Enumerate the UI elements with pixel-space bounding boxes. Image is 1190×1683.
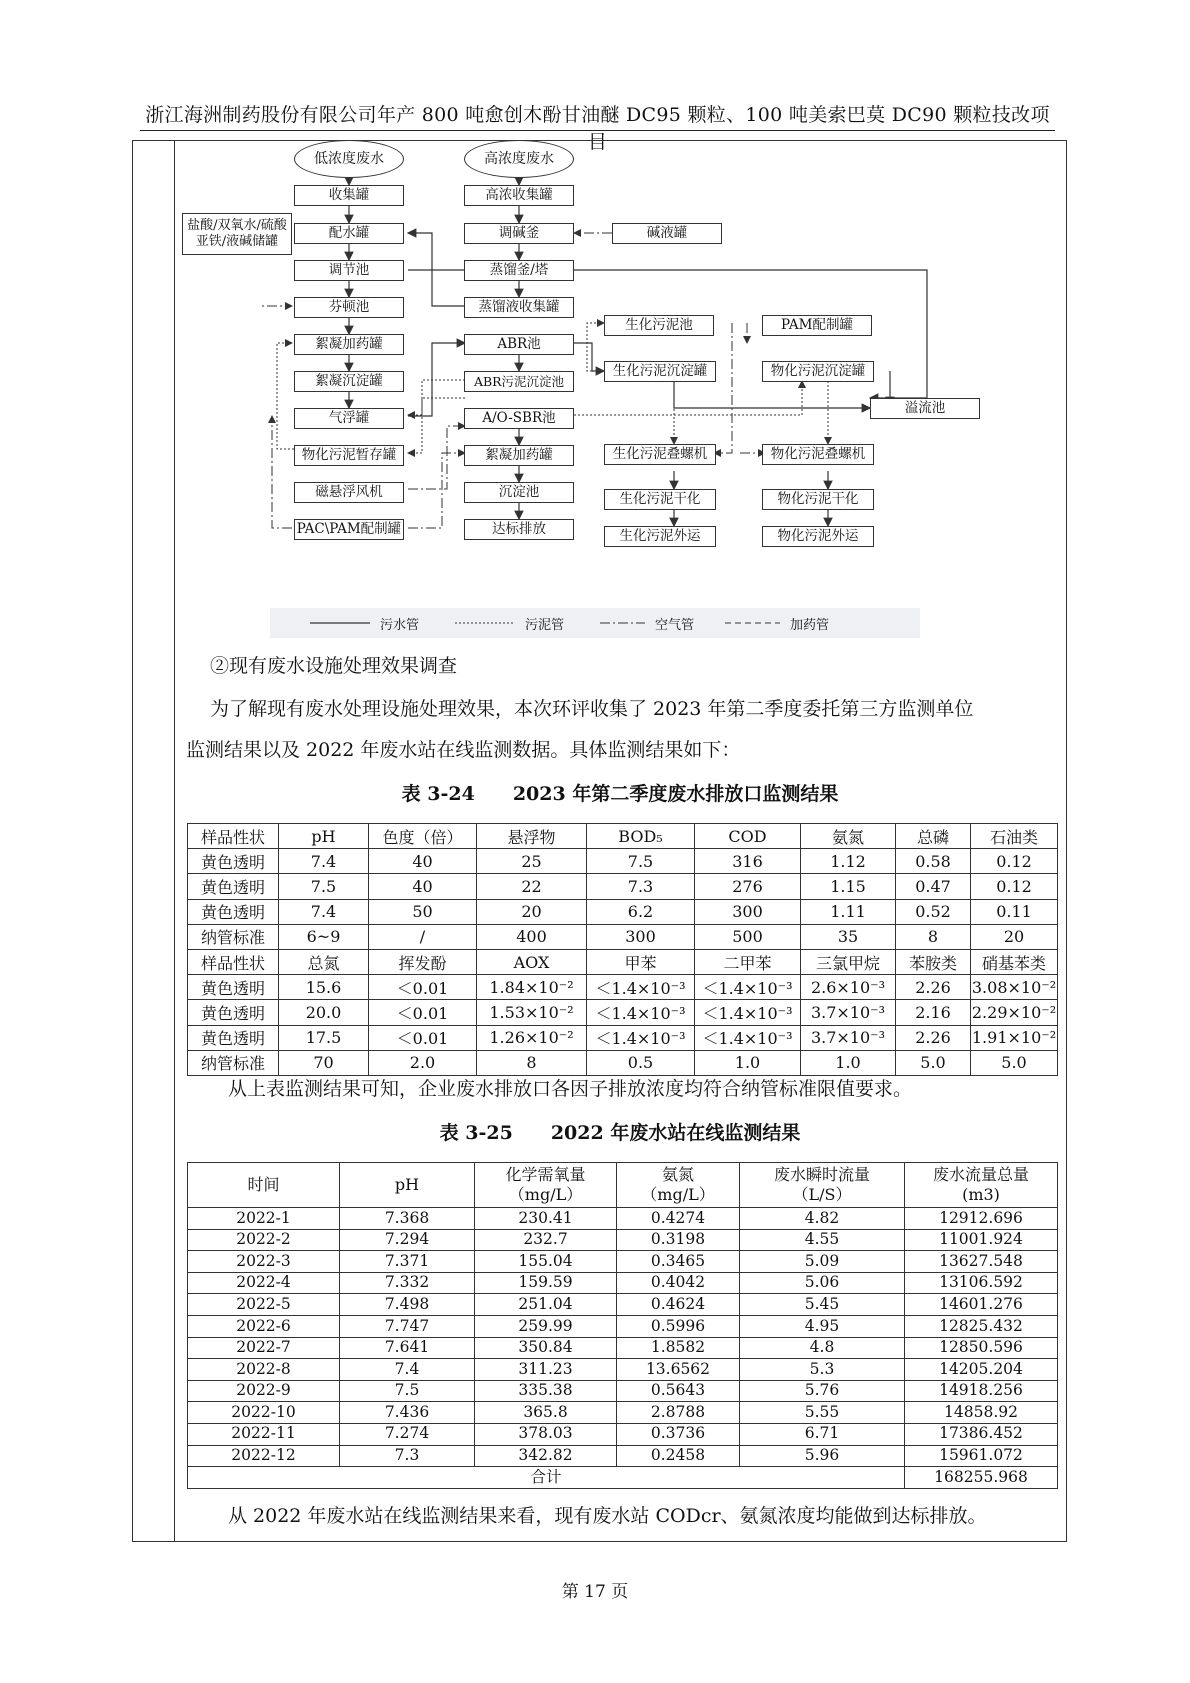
table-row <box>188 1445 1058 1467</box>
table-cell: 7.4 <box>279 849 369 874</box>
table-cell: ＜1.4×10⁻³ <box>587 1000 695 1025</box>
physchem-sludge-storage-node: 物化污泥暂存罐 <box>294 445 404 466</box>
table-cell: 8 <box>896 924 971 949</box>
column-header <box>617 1163 740 1208</box>
table-cell: 2022-12 <box>188 1445 340 1467</box>
table-cell: 0.4624 <box>617 1294 740 1316</box>
overflow-pool-node: 溢流池 <box>870 398 980 419</box>
table-row <box>188 1000 1058 1025</box>
table-row <box>188 1229 1058 1251</box>
table-cell: 7.368 <box>340 1208 475 1230</box>
conclusion-1: 从上表监测结果可知，企业废水排放口各因子排放浓度均符合纳管标准限值要求。 <box>228 1078 913 1100</box>
total-label: 合计 <box>188 1467 905 1489</box>
table-row <box>188 1402 1058 1424</box>
abr-sludge-settling-node: ABR污泥沉淀池 <box>464 371 574 392</box>
column-header-label: 时间 <box>247 1175 280 1194</box>
table-cell: 0.4042 <box>617 1272 740 1294</box>
table-cell: 0.47 <box>896 874 971 899</box>
table-cell: 2.16 <box>896 1000 971 1025</box>
table-cell: 氨氮 <box>801 824 896 849</box>
abr-pool-node: ABR池 <box>464 334 574 355</box>
table-cell: 350.84 <box>475 1337 617 1359</box>
table-cell: 总氮 <box>279 949 369 974</box>
table-cell: 335.38 <box>475 1380 617 1402</box>
table-row <box>188 924 1058 949</box>
table-cell: 0.2458 <box>617 1445 740 1467</box>
table-cell: 黄色透明 <box>188 1025 279 1050</box>
table-row <box>188 1208 1058 1230</box>
table-row <box>188 1423 1058 1445</box>
table-cell: 25 <box>477 849 587 874</box>
regulating-pool-node: 调节池 <box>294 260 404 281</box>
table-cell: COD <box>695 824 801 849</box>
table-cell: ＜1.4×10⁻³ <box>587 975 695 1000</box>
table-cell: 0.12 <box>971 849 1058 874</box>
compliant-discharge-node: 达标排放 <box>464 519 574 540</box>
table-cell: 1.15 <box>801 874 896 899</box>
column-header-label: 废水瞬时流量 <box>773 1165 870 1184</box>
table-cell: 2022-10 <box>188 1402 340 1424</box>
table-cell: 样品性状 <box>188 949 279 974</box>
table-cell: 5.96 <box>740 1445 905 1467</box>
table-cell: 黄色透明 <box>188 1000 279 1025</box>
bio-sludge-settling-node: 生化污泥沉淀罐 <box>604 361 716 382</box>
table-row <box>188 1025 1058 1050</box>
table-cell: 40 <box>369 874 477 899</box>
table-cell: 7.371 <box>340 1251 475 1273</box>
table-cell: 14601.276 <box>905 1294 1058 1316</box>
physchem-sludge-transport-node: 物化污泥外运 <box>762 526 874 547</box>
intro-line-2: 监测结果以及 2022 年废水站在线监测数据。具体监测结果如下： <box>186 739 741 761</box>
table-cell: 12912.696 <box>905 1208 1058 1230</box>
table-cell: ＜0.01 <box>369 1000 477 1025</box>
table-cell: 2022-4 <box>188 1272 340 1294</box>
table-row <box>188 1337 1058 1359</box>
table-cell: 6~9 <box>279 924 369 949</box>
table-cell: 0.3736 <box>617 1423 740 1445</box>
table-cell: 2022-8 <box>188 1359 340 1381</box>
bio-sludge-pool-node: 生化污泥池 <box>604 315 714 336</box>
table-cell: 7.4 <box>340 1359 475 1381</box>
high-concentration-wastewater-node: 高浓度废水 <box>464 140 574 178</box>
alkali-adjust-kettle-node: 调碱釜 <box>464 223 574 244</box>
table-cell: 12825.432 <box>905 1315 1058 1337</box>
table-cell: 1.53×10⁻² <box>477 1000 587 1025</box>
high-collection-tank-node: 高浓收集罐 <box>464 185 574 206</box>
table-cell: 0.4274 <box>617 1208 740 1230</box>
table-cell: 2022-9 <box>188 1380 340 1402</box>
table-cell: 悬浮物 <box>477 824 587 849</box>
table-cell: 13627.548 <box>905 1251 1058 1273</box>
table-cell: 230.41 <box>475 1208 617 1230</box>
header-rule <box>140 130 1055 131</box>
table-cell: 0.3198 <box>617 1229 740 1251</box>
table-cell: 70 <box>279 1050 369 1075</box>
table-row <box>188 824 1058 849</box>
coagulant-dosing-tank-node: 絮凝加药罐 <box>294 334 404 355</box>
collection-tank-node: 收集罐 <box>294 185 404 206</box>
table-cell: 342.82 <box>475 1445 617 1467</box>
column-header <box>905 1163 1058 1208</box>
table-cell: 黄色透明 <box>188 975 279 1000</box>
table-cell: 12850.596 <box>905 1337 1058 1359</box>
column-header-label: pH <box>394 1175 420 1194</box>
table-cell: 232.7 <box>475 1229 617 1251</box>
table-row <box>188 1315 1058 1337</box>
table-header-row <box>188 1163 1058 1208</box>
table-cell: 4.82 <box>740 1208 905 1230</box>
table-cell: 1.0 <box>695 1050 801 1075</box>
table-cell: 0.52 <box>896 899 971 924</box>
column-header-unit: （L/S） <box>792 1185 852 1204</box>
table-cell: 1.8582 <box>617 1337 740 1359</box>
table-cell: 7.436 <box>340 1402 475 1424</box>
pam-prep-tank-node: PAM配制罐 <box>762 315 872 336</box>
table-cell: 0.5643 <box>617 1380 740 1402</box>
table-cell: 甲苯 <box>587 949 695 974</box>
table-cell: 5.0 <box>971 1050 1058 1075</box>
column-header <box>740 1163 905 1208</box>
table-row <box>188 1380 1058 1402</box>
table-cell: 2.29×10⁻² <box>971 1000 1058 1025</box>
table-cell: 20 <box>971 924 1058 949</box>
table-cell: 22 <box>477 874 587 899</box>
table-cell: 苯胺类 <box>896 949 971 974</box>
table-cell: 7.332 <box>340 1272 475 1294</box>
table-3-25 <box>187 1162 1058 1489</box>
table-cell: 35 <box>801 924 896 949</box>
wastewater-flowchart <box>187 143 1082 643</box>
table-cell: ＜0.01 <box>369 1025 477 1050</box>
table-3-25-caption: 表 3-25 2022 年废水站在线监测结果 <box>439 1122 801 1144</box>
table-cell: 8 <box>477 1050 587 1075</box>
table-cell: 4.95 <box>740 1315 905 1337</box>
table-cell: 14858.92 <box>905 1402 1058 1424</box>
pac-pam-prep-tank-node: PAC\PAM配制罐 <box>294 519 404 540</box>
table-cell: 13.6562 <box>617 1359 740 1381</box>
table-cell: 6.71 <box>740 1423 905 1445</box>
column-header-unit: (m3) <box>962 1185 1000 1204</box>
column-header-label: 化学需氧量 <box>505 1165 586 1184</box>
table-cell: 5.09 <box>740 1251 905 1273</box>
table-cell: 5.06 <box>740 1272 905 1294</box>
maglev-blower-node: 磁悬浮风机 <box>294 482 404 503</box>
ao-sbr-pool-node: A/O-SBR池 <box>464 408 574 429</box>
legend-dosing-label: 加药管 <box>790 618 830 633</box>
table-cell: 300 <box>695 899 801 924</box>
table-cell: 7.747 <box>340 1315 475 1337</box>
total-row <box>188 1467 1058 1489</box>
table-cell: 2022-7 <box>188 1337 340 1359</box>
intro-line-1: 为了解现有废水处理设施处理效果，本次环评收集了 2023 年第二季度委托第三方监测单位 <box>210 698 974 720</box>
table-cell: 50 <box>369 899 477 924</box>
table-cell: 7.5 <box>279 874 369 899</box>
chemical-storage-node: 盐酸/双氧水/硫酸亚铁/液碱储罐 <box>182 213 292 255</box>
physchem-sludge-screw-press-node: 物化污泥叠螺机 <box>762 444 874 465</box>
table-cell: 20.0 <box>279 1000 369 1025</box>
table-cell: 0.3465 <box>617 1251 740 1273</box>
table-row <box>188 975 1058 1000</box>
table-cell: 7.641 <box>340 1337 475 1359</box>
total-value: 168255.968 <box>905 1467 1058 1489</box>
bio-sludge-drying-node: 生化污泥干化 <box>604 489 716 510</box>
table-cell: 1.0 <box>801 1050 896 1075</box>
distillate-collection-node: 蒸馏液收集罐 <box>464 297 574 318</box>
table-cell: 7.274 <box>340 1423 475 1445</box>
table-cell: 1.91×10⁻² <box>971 1025 1058 1050</box>
table-cell: 三氯甲烷 <box>801 949 896 974</box>
table-cell: 0.12 <box>971 874 1058 899</box>
table-cell: 500 <box>695 924 801 949</box>
bio-sludge-transport-node: 生化污泥外运 <box>604 526 716 547</box>
alkali-tank-node: 碱液罐 <box>612 223 722 244</box>
table-cell: 1.12 <box>801 849 896 874</box>
air-flotation-node: 气浮罐 <box>294 408 404 429</box>
table-cell: 2.8788 <box>617 1402 740 1424</box>
table-row <box>188 1272 1058 1294</box>
coagulant-dosing-tank-2-node: 絮凝加药罐 <box>464 445 574 466</box>
table-cell: 316 <box>695 849 801 874</box>
low-concentration-wastewater-node: 低浓度废水 <box>294 140 404 178</box>
table-cell: 15961.072 <box>905 1445 1058 1467</box>
table-cell: BOD₅ <box>587 824 695 849</box>
table-cell: 159.59 <box>475 1272 617 1294</box>
document-header: 浙江海洲制药股份有限公司年产 800 吨愈创木酚甘油醚 DC95 颗粒、100 吨美索巴莫 DC90 颗粒技改项目 <box>145 104 1050 153</box>
table-cell: 2.6×10⁻³ <box>801 975 896 1000</box>
table-cell: ＜1.4×10⁻³ <box>695 975 801 1000</box>
table-cell: 300 <box>587 924 695 949</box>
table-cell: 11001.924 <box>905 1229 1058 1251</box>
table-cell: 5.55 <box>740 1402 905 1424</box>
table-3-24-body <box>188 824 1058 1076</box>
table-cell: 挥发酚 <box>369 949 477 974</box>
table-cell: 2022-5 <box>188 1294 340 1316</box>
table-row <box>188 1251 1058 1273</box>
frame-divider <box>174 140 175 1542</box>
table-cell: 17.5 <box>279 1025 369 1050</box>
table-cell: 14918.256 <box>905 1380 1058 1402</box>
table-cell: 251.04 <box>475 1294 617 1316</box>
table-row <box>188 949 1058 974</box>
table-cell: 40 <box>369 849 477 874</box>
table-cell: 13106.592 <box>905 1272 1058 1294</box>
table-cell: 5.45 <box>740 1294 905 1316</box>
table-row <box>188 874 1058 899</box>
table-cell: 400 <box>477 924 587 949</box>
table-row <box>188 1294 1058 1316</box>
table-cell: 总磷 <box>896 824 971 849</box>
table-row <box>188 849 1058 874</box>
table-cell: 黄色透明 <box>188 874 279 899</box>
table-cell: 276 <box>695 874 801 899</box>
legend-sewage-label: 污水管 <box>380 618 420 633</box>
table-cell: 1.11 <box>801 899 896 924</box>
column-header-label: 氨氮 <box>661 1165 694 1184</box>
column-header-unit: （mg/L） <box>508 1185 583 1204</box>
table-row <box>188 1359 1058 1381</box>
column-header-unit: （mg/L） <box>641 1185 715 1204</box>
section-subheading: ②现有废水设施处理效果调查 <box>210 655 458 677</box>
table-cell: 3.7×10⁻³ <box>801 1000 896 1025</box>
table-cell: 二甲苯 <box>695 949 801 974</box>
fenton-pool-node: 芬顿池 <box>294 297 404 318</box>
table-cell: 7.5 <box>340 1380 475 1402</box>
flocculation-settling-node: 絮凝沉淀罐 <box>294 371 404 392</box>
table-cell: ＜0.01 <box>369 975 477 1000</box>
table-cell: 2.26 <box>896 1025 971 1050</box>
column-header <box>340 1163 475 1208</box>
table-cell: 1.84×10⁻² <box>477 975 587 1000</box>
legend-sludge-label: 污泥管 <box>525 618 565 633</box>
table-cell: / <box>369 924 477 949</box>
table-cell: 3.7×10⁻³ <box>801 1025 896 1050</box>
table-cell: 黄色透明 <box>188 849 279 874</box>
column-header <box>188 1163 340 1208</box>
table-cell: 石油类 <box>971 824 1058 849</box>
physchem-sludge-drying-node: 物化污泥干化 <box>762 489 874 510</box>
table-cell: ＜1.4×10⁻³ <box>695 1025 801 1050</box>
table-cell: 4.8 <box>740 1337 905 1359</box>
table-cell: 2.26 <box>896 975 971 1000</box>
table-cell: 4.55 <box>740 1229 905 1251</box>
table-3-24-caption: 表 3-24 2023 年第二季度废水排放口监测结果 <box>401 783 839 805</box>
bio-sludge-screw-press-node: 生化污泥叠螺机 <box>604 444 716 465</box>
table-cell: 5.0 <box>896 1050 971 1075</box>
conclusion-2: 从 2022 年废水站在线监测结果来看，现有废水站 CODcr、氨氮浓度均能做到达标排放。 <box>228 1505 987 1527</box>
table-cell: 365.8 <box>475 1402 617 1424</box>
table-cell: 样品性状 <box>188 824 279 849</box>
column-header <box>475 1163 617 1208</box>
table-cell: 2022-6 <box>188 1315 340 1337</box>
table-cell: 3.08×10⁻² <box>971 975 1058 1000</box>
table-cell: 2022-2 <box>188 1229 340 1251</box>
flowchart-legend <box>270 608 920 638</box>
table-cell: 硝基苯类 <box>971 949 1058 974</box>
table-cell: 14205.204 <box>905 1359 1058 1381</box>
table-cell: 黄色透明 <box>188 899 279 924</box>
table-cell: 17386.452 <box>905 1423 1058 1445</box>
table-cell: 5.76 <box>740 1380 905 1402</box>
table-cell: 2022-11 <box>188 1423 340 1445</box>
table-cell: 5.3 <box>740 1359 905 1381</box>
table-cell: 7.5 <box>587 849 695 874</box>
table-cell: ＜1.4×10⁻³ <box>587 1025 695 1050</box>
table-cell: 纳管标准 <box>188 1050 279 1075</box>
table-cell: 2022-3 <box>188 1251 340 1273</box>
table-cell: pH <box>279 824 369 849</box>
table-cell: 155.04 <box>475 1251 617 1273</box>
table-cell: 0.11 <box>971 899 1058 924</box>
column-header-label: 废水流量总量 <box>932 1165 1029 1184</box>
table-cell: 0.5996 <box>617 1315 740 1337</box>
table-cell: 色度（倍） <box>369 824 477 849</box>
table-cell: 6.2 <box>587 899 695 924</box>
table-row <box>188 1050 1058 1075</box>
table-cell: 7.498 <box>340 1294 475 1316</box>
legend-air-label: 空气管 <box>655 618 695 633</box>
table-cell: 7.3 <box>587 874 695 899</box>
table-cell: 259.99 <box>475 1315 617 1337</box>
table-cell: 378.03 <box>475 1423 617 1445</box>
physchem-sludge-settling-node: 物化污泥沉淀罐 <box>762 361 874 382</box>
water-mixing-tank-node: 配水罐 <box>294 223 404 244</box>
table-3-24 <box>187 823 1058 1076</box>
sedimentation-pool-node: 沉淀池 <box>464 482 574 503</box>
table-cell: 0.58 <box>896 849 971 874</box>
distillation-kettle-node: 蒸馏釜/塔 <box>464 260 574 281</box>
table-cell: ＜1.4×10⁻³ <box>695 1000 801 1025</box>
table-cell: 7.4 <box>279 899 369 924</box>
page-number: 第 17 页 <box>561 1582 629 1602</box>
table-cell: 2022-1 <box>188 1208 340 1230</box>
table-cell: AOX <box>477 949 587 974</box>
table-3-25-body <box>188 1163 1058 1489</box>
table-cell: 2.0 <box>369 1050 477 1075</box>
table-cell: 15.6 <box>279 975 369 1000</box>
table-cell: 7.294 <box>340 1229 475 1251</box>
table-cell: 7.3 <box>340 1445 475 1467</box>
table-cell: 1.26×10⁻² <box>477 1025 587 1050</box>
table-cell: 纳管标准 <box>188 924 279 949</box>
table-row <box>188 899 1058 924</box>
table-cell: 20 <box>477 899 587 924</box>
table-cell: 0.5 <box>587 1050 695 1075</box>
table-cell: 311.23 <box>475 1359 617 1381</box>
